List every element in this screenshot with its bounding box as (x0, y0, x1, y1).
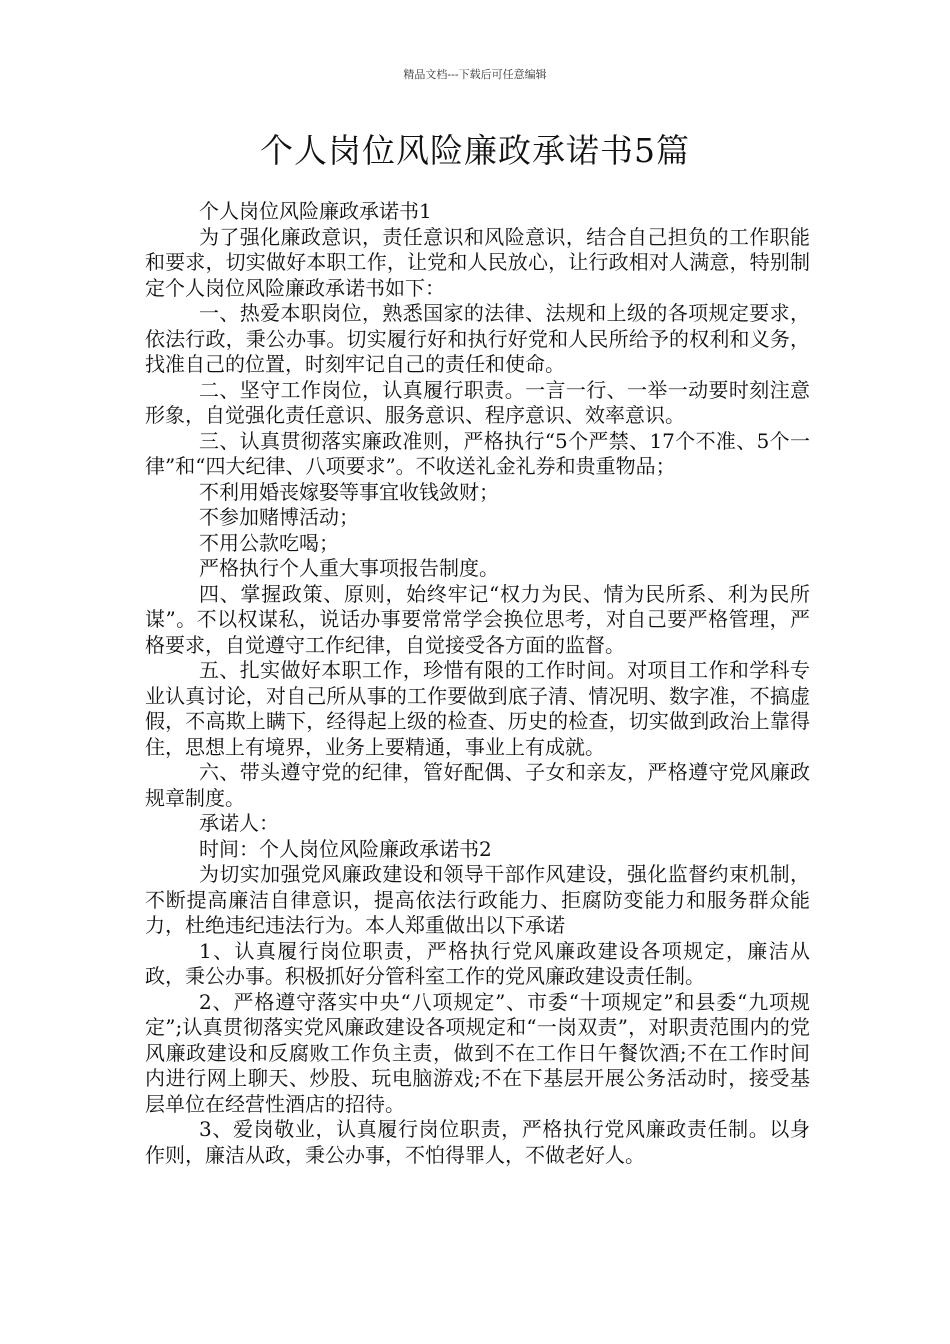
paragraph: 时间：个人岗位风险廉政承诺书2 (199, 836, 492, 861)
paragraph: 三、认真贯彻落实廉政准则，严格执行“5个严禁、17个不准、5个一律”和“四大纪律、八项要求”。不收送礼金礼券和贵重物品； (145, 428, 810, 478)
paragraph: 严格执行个人重大事项报告制度。 (199, 556, 499, 580)
document-title: 个人岗位风险廉政承诺书5篇 (260, 131, 690, 170)
document-body (145, 199, 810, 1168)
paragraph: 承诺人： (199, 811, 279, 835)
paragraph: 二、坚守工作岗位，认真履行职责。一言一行、一举一动要时刻注意形象，自觉强化责任意识、服务意识、程序意识、效率意识。 (145, 377, 810, 427)
paragraph: 为切实加强党风廉政建设和领导干部作风建设，强化监督约束机制，不断提高廉洁自律意识，提高依法行政能力、拒腐防变能力和服务群众能力，杜绝违纪违法行为。本人郑重做出以下承诺 (145, 862, 810, 937)
paragraph: 六、带头遵守党的纪律，管好配偶、子女和亲友，严格遵守党风廉政规章制度。 (145, 760, 810, 810)
paragraph: 1、认真履行岗位职责，严格执行党风廉政建设各项规定，廉洁从政，秉公办事。积极抓好分管科室工作的党风廉政建设责任制。 (145, 938, 810, 988)
paragraph: 不用公款吃喝； (199, 530, 339, 555)
paragraph: 个人岗位风险廉政承诺书1 (199, 199, 432, 223)
paragraph: 3、爱岗敬业，认真履行岗位职责，严格执行党风廉政责任制。以身作则，廉洁从政，秉公办事，不怕得罪人，不做老好人。 (145, 1117, 810, 1167)
paragraph: 为了强化廉政意识，责任意识和风险意识，结合自己担负的工作职能和要求，切实做好本职工作，让党和人民放心，让行政相对人满意，特别制定个人岗位风险廉政承诺书如下： (145, 224, 810, 300)
paragraph: 不参加赌博活动； (199, 505, 359, 529)
header-note: 精品文档---下载后可任意编辑 (403, 68, 547, 81)
paragraph: 一、热爱本职岗位，熟悉国家的法律、法规和上级的各项规定要求，依法行政，秉公办事。切实履行好和执行好党和人民所给予的权利和义务，找准自己的位置，时刻牢记自己的责任和使命。 (145, 301, 810, 376)
paragraph: 四、掌握政策、原则，始终牢记“权力为民、情为民所系、利为民所谋”。不以权谋私，说话办事要常常学会换位思考，对自己要严格管理，严格要求，自觉遵守工作纪律，自觉接受各方面的监督。 (145, 581, 810, 657)
paragraph: 2、严格遵守落实中央“八项规定”、市委“十项规定”和县委“九项规定”;认真贯彻落实党风廉政建设各项规定和“一岗双责”，对职责范围内的党风廉政建设和反腐败工作负主责，做到不在工作日午餐饮酒;不在工作时间内进行网上聊天、炒股、玩电脑游戏;不在下基层开展公务活动时，接受基层单位在经营性酒店的招待。 (145, 989, 810, 1116)
paragraph: 五、扎实做好本职工作，珍惜有限的工作时间。对项目工作和学科专业认真讨论，对自己所从事的工作要做到底子清、情况明、数字准，不搞虚假，不高欺上瞒下，经得起上级的检查、历史的检查，切实做到政治上靠得住，思想上有境界，业务上要精通，事业上有成就。 (145, 658, 810, 759)
paragraph: 不利用婚丧嫁娶等事宜收钱敛财； (199, 479, 499, 504)
